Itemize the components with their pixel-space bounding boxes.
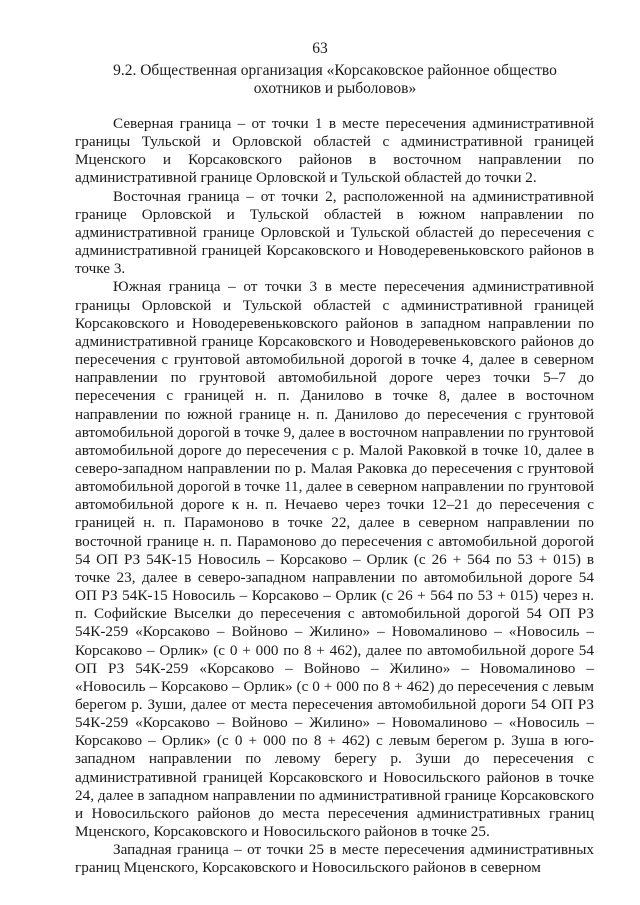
section-heading: 9.2. Общественная организация «Корсаковское районное общество охотников и рыболовов» bbox=[113, 62, 557, 98]
page-number: 63 bbox=[312, 40, 328, 57]
paragraph-northern-border: Северная граница – от точки 1 в месте пересечения административной границы Тульской и Орловской областей с административной границей Мценского и Корсаковского районов в восточном направлении по административной границе Орловской и Тульской областей до точки 2. bbox=[75, 115, 594, 187]
body-text bbox=[75, 115, 594, 878]
paragraph-eastern-border: Восточная граница – от точки 2, расположенной на административной границе Орловской и Тульской областей в южном направлении по административной границе Орловской и Тульской областей до пересечения с административной границей Корсаковского и Новодеревеньковского районов в точке 3. bbox=[75, 187, 594, 278]
paragraph-western-border: Западная граница – от точки 25 в месте пересечения административных границ Мценского, Корсаковского и Новосильского районов в северном bbox=[75, 841, 594, 877]
paragraph-southern-border: Южная граница – от точки 3 в месте пересечения административной границы Орловской и Тульской областей с административной границей Корсаковского и Новодеревеньковского районов в западном направлении по административной границе Корсаковского и Новодеревеньковского районов до пересечения с грунтовой автомобильной дорогой в точке 4, далее в северном направлении по грунтовой автомобильной дороге через точки 5–7 до пересечения с границей н. п. Данилово в точке 8, далее в восточном направлении по южной границе н. п. Данилово до пересечения с грунтовой автомобильной дорогой в точке 9, далее в восточном направлении по грунтовой автомобильной дороге до пересечения с р. Малой Раковкой в точке 10, далее в северо-западном направлении по р. Малая Раковка до пересечения с грунтовой автомобильной дорогой в точке 11, далее в северном направлении по грунтовой автомобильной дороге к н. п. Нечаево через точки 12–21 до пересечения с границей н. п. Парамоново в точке 22, далее в северном направлении по восточной границе н. п. Парамоново до пересечения с автомобильной дорогой 54 ОП РЗ 54К-15 Новосиль – Корсаково – Орлик (с 26 + 564 по 53 + 015) в точке 23, далее в северо-западном направлении по автомобильной дороге 54 ОП РЗ 54К-15 Новосиль – Корсаково – Орлик (с 26 + 564 по 53 + 015) через н. п. Софийские Выселки до пересечения с автомобильной дорогой 54 ОП РЗ 54К-259 «Корсаково – Войново – Жилино» – Новомалиново – «Новосиль – Корсаково – Орлик» (с 0 + 000 по 8 + 462), далее по автомобильной дороге 54 ОП РЗ 54К-259 «Корсаково – Войново – Жилино» – Новомалиново – «Новосиль – Корсаково – Орлик» (с 0 + 000 по 8 + 462) до пересечения с левым берегом р. Зуши, далее от места пересечения автомобильной дороги 54 ОП РЗ 54К-259 «Корсаково – Войново – Жилино» – Новомалиново – «Новосиль – Корсаково – Орлик» (с 0 + 000 по 8 + 462) с левым берегом р. Зуша в юго-западном направлении по левому берегу р. Зуши до пересечения с административной границей Корсаковского и Новосильского районов в точке 24, далее в западном направлении по административной границе Корсаковского и Новосильского районов до места пересечения административных границ Мценского, Корсаковского и Новосильского районов в точке 25. bbox=[75, 278, 594, 841]
